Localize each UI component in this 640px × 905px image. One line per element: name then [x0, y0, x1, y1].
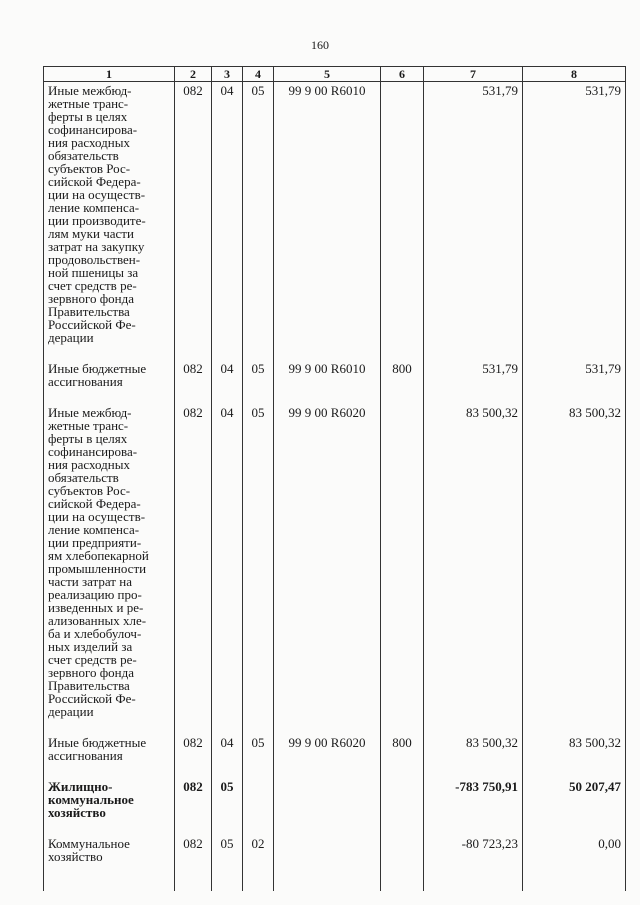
- cell-target-article: 99 9 00 R6020: [274, 734, 381, 778]
- cell-amount-8: 83 500,32: [523, 404, 626, 734]
- cell-amount-7: 531,79: [424, 82, 523, 361]
- cell-code: 082: [175, 835, 212, 891]
- budget-table: [43, 66, 626, 891]
- cell-section: 05: [212, 778, 243, 835]
- cell-amount-8: 0,00: [523, 835, 626, 891]
- cell-amount-8: 50 207,47: [523, 778, 626, 835]
- cell-amount-7: 531,79: [424, 360, 523, 404]
- table-row: [44, 778, 626, 835]
- cell-subsection: 02: [243, 835, 274, 891]
- cell-section: 04: [212, 734, 243, 778]
- cell-code: 082: [175, 778, 212, 835]
- cell-section: 04: [212, 404, 243, 734]
- cell-amount-7: -783 750,91: [424, 778, 523, 835]
- row-name: Коммунальное хозяйство: [48, 836, 130, 864]
- cell-target-article: [274, 778, 381, 835]
- cell-amount-8: 531,79: [523, 360, 626, 404]
- table-row: [44, 734, 626, 778]
- cell-section: 05: [212, 835, 243, 891]
- column-header: 2: [175, 67, 212, 82]
- cell-target-article: 99 9 00 R6020: [274, 404, 381, 734]
- row-name: Жилищно- коммунальное хозяйство: [48, 779, 134, 820]
- cell-subsection: [243, 778, 274, 835]
- cell-expense-type: 800: [381, 360, 424, 404]
- cell-subsection: 05: [243, 360, 274, 404]
- header-row: [44, 67, 626, 82]
- table-row: [44, 82, 626, 361]
- column-header: 4: [243, 67, 274, 82]
- row-name: Иные межбюд- жетные транс- ферты в целях софинансирова- ния расходных обязательств субъектов Рос- сийской Федера- ции на осуществ- ление компенса- ции предприяти- ям хлебопекарной промышленности части затрат на реализацию про- изведенных и ре- ализованных хле- ба и хлебобулоч- ных изделий за счет средств ре- зервного фонда Правительства Российской Фе- дерации: [48, 405, 149, 719]
- cell-amount-7: -80 723,23: [424, 835, 523, 891]
- column-header: 5: [274, 67, 381, 82]
- cell-subsection: 05: [243, 82, 274, 361]
- cell-target-article: 99 9 00 R6010: [274, 360, 381, 404]
- column-header: 8: [523, 67, 626, 82]
- cell-subsection: 05: [243, 734, 274, 778]
- page-number: 160: [311, 38, 329, 52]
- cell-amount-8: 83 500,32: [523, 734, 626, 778]
- cell-amount-7: 83 500,32: [424, 734, 523, 778]
- cell-code: 082: [175, 404, 212, 734]
- cell-code: 082: [175, 360, 212, 404]
- table-row: [44, 360, 626, 404]
- cell-code: 082: [175, 82, 212, 361]
- cell-amount-7: 83 500,32: [424, 404, 523, 734]
- cell-expense-type: 800: [381, 734, 424, 778]
- cell-target-article: [274, 835, 381, 891]
- cell-expense-type: [381, 778, 424, 835]
- table-row: [44, 835, 626, 891]
- row-name: Иные бюджетные ассигнования: [48, 361, 147, 389]
- column-header: 7: [424, 67, 523, 82]
- cell-expense-type: [381, 404, 424, 734]
- cell-section: 04: [212, 82, 243, 361]
- cell-subsection: 05: [243, 404, 274, 734]
- column-header: 6: [381, 67, 424, 82]
- table-row: [44, 404, 626, 734]
- row-name: Иные бюджетные ассигнования: [48, 735, 147, 763]
- cell-code: 082: [175, 734, 212, 778]
- column-header: 1: [44, 67, 175, 82]
- cell-expense-type: [381, 82, 424, 361]
- cell-amount-8: 531,79: [523, 82, 626, 361]
- cell-expense-type: [381, 835, 424, 891]
- column-header: 3: [212, 67, 243, 82]
- row-name: Иные межбюд- жетные транс- ферты в целях софинансирова- ния расходных обязательств субъектов Рос- сийской Федера- ции на осуществ- ление компенса- ции производите- лям муки части затрат на закупку продовольствен- ной пшеницы за счет средств ре- зервного фонда Правительства Российской Фе- дерации: [48, 83, 146, 345]
- cell-section: 04: [212, 360, 243, 404]
- cell-target-article: 99 9 00 R6010: [274, 82, 381, 361]
